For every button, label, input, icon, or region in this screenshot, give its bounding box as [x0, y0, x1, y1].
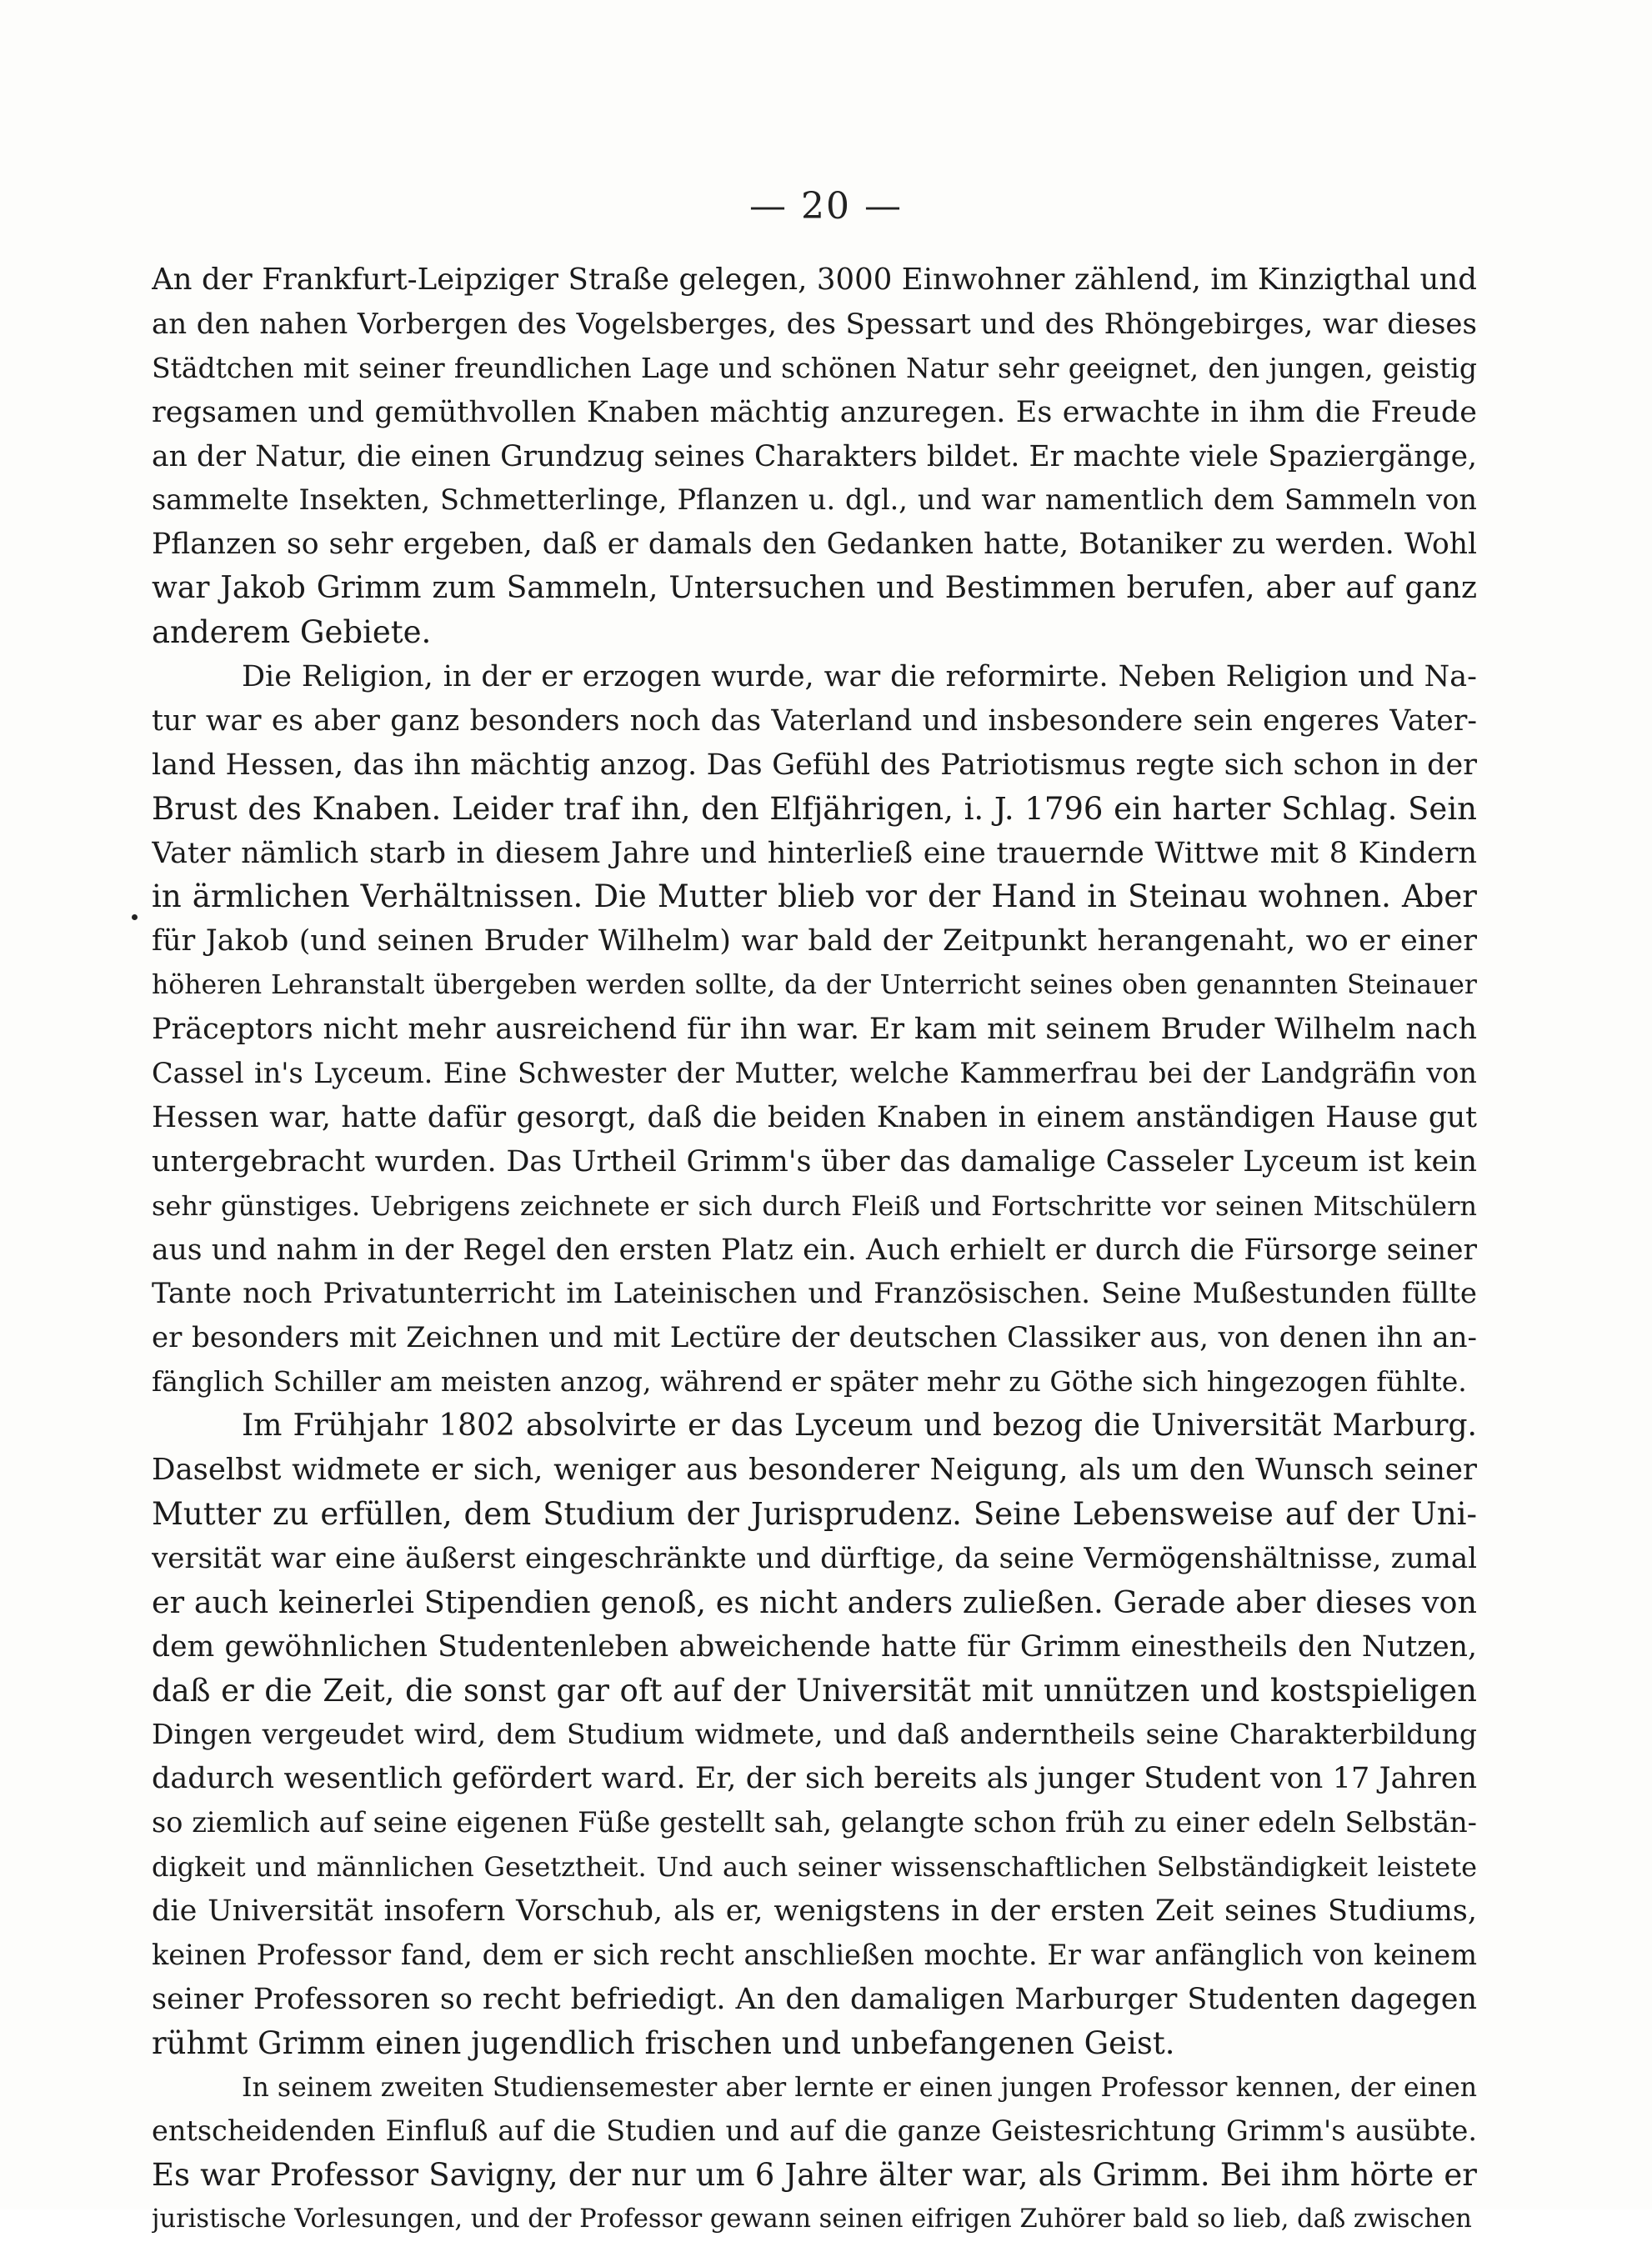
paragraph — [152, 1404, 1477, 2065]
text-line: Pflanzen so sehr ergeben, daß er damals den Gedanken hatte, Botaniker zu werden. Wohl — [152, 528, 1477, 562]
text-line: Daselbst widmete er sich, weniger aus besonderer Neigung, als um den Wunsch seiner — [152, 1453, 1477, 1488]
text-line: keinen Professor fand, dem er sich recht anschließen mochte. Er war anfänglich von keinem — [152, 1938, 1477, 1971]
text-line: Im Frühjahr 1802 absolvirte er das Lyceum und bezog die Universität Marburg. — [242, 1409, 1477, 1444]
text-line: Brust des Knaben. Leider traf ihn, den Elfjährigen, i. J. 1796 ein harter Schlag. Sein — [152, 790, 1477, 827]
text-line: die Universität insofern Vorschub, als er, wenigstens in der ersten Zeit seines Studiums, — [152, 1894, 1477, 1928]
paragraph — [152, 258, 1477, 655]
text-line: In seinem zweiten Studiensemester aber lernte er einen jungen Professor kennen, der einen — [242, 2072, 1477, 2103]
margin-mark — [132, 914, 138, 920]
text-line: er auch keinerlei Stipendien genoß, es nicht anders zuließen. Gerade aber dieses von — [152, 1584, 1477, 1620]
body-text — [152, 258, 1477, 2242]
text-line: Dingen vergeudet wird, dem Studium widmete, und daß anderntheils seine Charakterbildung — [152, 1718, 1477, 1751]
text-line: digkeit und männlichen Gesetztheit. Und auch seiner wissenschaftlichen Selbständigkeit leistete — [152, 1851, 1477, 1884]
text-line: in ärmlichen Verhältnissen. Die Mutter blieb vor der Hand in Steinau wohnen. Aber — [152, 878, 1477, 915]
text-line: sehr günstiges. Uebrigens zeichnete er sich durch Fleiß und Fortschritte vor seinen Mitschülern — [152, 1189, 1477, 1222]
text-line: regsamen und gemüthvollen Knaben mächtig anzuregen. Es erwachte in ihm die Freude — [152, 395, 1477, 429]
text-line: war Jakob Grimm zum Sammeln, Untersuchen und Bestimmen berufen, aber auf ganz — [152, 571, 1477, 606]
text-line: Tante noch Privatunterricht im Lateinischen und Französischen. Seine Mußestunden füllte — [152, 1277, 1477, 1311]
page-number: — 20 — — [749, 185, 903, 228]
text-line: dem gewöhnlichen Studentenleben abweichende hatte für Grimm einestheils den Nutzen, — [152, 1629, 1477, 1664]
text-line: an den nahen Vorbergen des Vogelsberges, des Spessart und des Rhöngebirges, war dieses — [152, 307, 1477, 341]
text-line: seiner Professoren so recht befriedigt. An den damaligen Marburger Studenten dagegen — [152, 1982, 1477, 2016]
text-line: tur war es aber ganz besonders noch das Vaterland und insbesondere sein engeres Vater- — [152, 703, 1477, 738]
text-line: entscheidenden Einfluß auf die Studien und auf die ganze Geistesrichtung Grimm's ausübte. — [152, 2114, 1477, 2148]
text-line: fänglich Schiller am meisten anzog, während er später mehr zu Göthe sich hingezogen fühlte. — [152, 1365, 1467, 1399]
text-line: an der Natur, die einen Grundzug seines Charakters bildet. Er machte viele Spaziergänge, — [152, 439, 1477, 473]
text-line: anderem Gebiete. — [152, 614, 432, 651]
paragraph — [152, 2066, 1477, 2242]
text-line: höheren Lehranstalt übergeben werden sollte, da der Unterricht seines oben genannten Steinauer — [152, 970, 1477, 1001]
paragraph — [152, 655, 1477, 1404]
text-line: für Jakob (und seinen Bruder Wilhelm) war bald der Zeitpunkt herangenaht, wo er einer — [152, 924, 1477, 958]
text-line: daß er die Zeit, die sonst gar oft auf der Universität mit unnützen und kostspieligen — [152, 1672, 1477, 1709]
text-line: Die Religion, in der er erzogen wurde, war die reformirte. Neben Religion und Na- — [242, 660, 1477, 694]
text-line: rühmt Grimm einen jugendlich frischen und unbefangenen Geist. — [152, 2024, 1175, 2061]
text-line: Mutter zu erfüllen, dem Studium der Jurisprudenz. Seine Lebensweise auf der Uni- — [152, 1495, 1477, 1532]
text-line: sammelte Insekten, Schmetterlinge, Pflanzen u. dgl., und war namentlich dem Sammeln von — [152, 483, 1477, 517]
text-line: land Hessen, das ihn mächtig anzog. Das Gefühl des Patriotismus regte sich schon in der — [152, 748, 1477, 782]
text-line: Städtchen mit seiner freundlichen Lage und schönen Natur sehr geeignet, den jungen, geistig — [152, 351, 1477, 384]
text-line: Hessen war, hatte dafür gesorgt, daß die beiden Knaben in einem anständigen Hause gut — [152, 1100, 1477, 1134]
text-line: Es war Professor Savigny, der nur um 6 Jahre älter war, als Grimm. Bei ihm hörte er — [152, 2157, 1477, 2194]
text-line: Cassel in's Lyceum. Eine Schwester der Mutter, welche Kammerfrau bei der Landgräfin von — [152, 1057, 1477, 1090]
text-line: so ziemlich auf seine eigenen Füße gestellt sah, gelangte schon früh zu einer edeln Selbstän- — [152, 1806, 1477, 1839]
text-line: er besonders mit Zeichnen und mit Lectüre der deutschen Classiker aus, von denen ihn an- — [152, 1321, 1477, 1355]
text-line: juristische Vorlesungen, und der Professor gewann seinen eifrigen Zuhörer bald so lieb, daß zwischen — [152, 2204, 1472, 2234]
text-line: Präceptors nicht mehr ausreichend für ihn war. Er kam mit seinem Bruder Wilhelm nach — [152, 1013, 1477, 1047]
text-line: untergebracht wurden. Das Urtheil Grimm's über das damalige Casseler Lyceum ist kein — [152, 1144, 1477, 1179]
text-line: aus und nahm in der Regel den ersten Platz ein. Auch erhielt er durch die Fürsorge seiner — [152, 1233, 1477, 1267]
text-line: An der Frankfurt-Leipziger Straße gelegen, 3000 Einwohner zählend, im Kinzigthal und — [152, 263, 1477, 297]
text-line: dadurch wesentlich gefördert ward. Er, der sich bereits als junger Student von 17 Jahren — [152, 1762, 1477, 1796]
text-line: Vater nämlich starb in diesem Jahre und hinterließ eine trauernde Wittwe mit 8 Kindern — [152, 836, 1477, 870]
text-line: versität war eine äußerst eingeschränkte und dürftige, da seine Vermögenshältnisse, zumal — [152, 1541, 1477, 1575]
